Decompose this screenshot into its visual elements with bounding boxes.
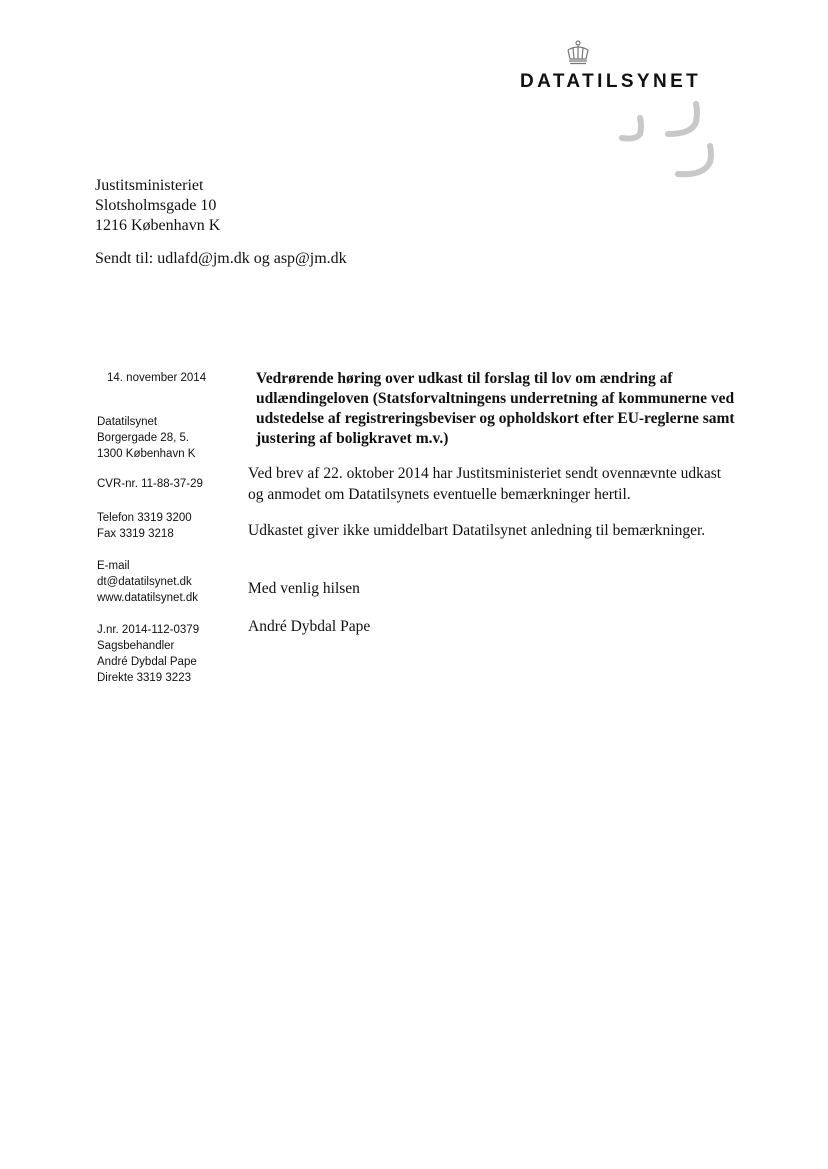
- sent-to-line: Sendt til: udlafd@jm.dk og asp@jm.dk: [95, 250, 347, 267]
- organization-logo: DATATILSYNET: [520, 71, 702, 92]
- contact-block: [97, 558, 198, 606]
- sender-address-line: Datatilsynet: [97, 416, 158, 428]
- case-block: [97, 622, 199, 686]
- letter-subject: [256, 369, 766, 449]
- sender-address: [97, 414, 195, 462]
- cvr-number: CVR-nr. 11-88-37-29: [97, 478, 203, 490]
- swoosh-mark: [612, 100, 727, 180]
- case-number: J.nr. 2014-112-0379: [97, 624, 200, 636]
- sender-address-line: 1300 København K: [97, 448, 196, 460]
- phone-line: Telefon 3319 3200: [97, 512, 192, 524]
- subject-line: udlændingeloven (Statsforvaltningens underretning af kommunerne ved: [256, 390, 735, 407]
- email-address: dt@datatilsynet.dk: [97, 576, 192, 588]
- email-label: E-mail: [97, 560, 130, 572]
- paragraph-line: Ved brev af 22. oktober 2014 har Justitsministeriet sendt ovennævnte udkast: [248, 465, 722, 482]
- closing-greeting: Med venlig hilsen: [248, 580, 360, 597]
- recipient-line: Justitsministeriet: [95, 177, 204, 194]
- sender-address-line: Borgergade 28, 5.: [97, 432, 190, 444]
- paragraph-line: og anmodet om Datatilsynets eventuelle bemærkninger hertil.: [248, 486, 631, 503]
- crown-icon: [564, 40, 592, 66]
- recipient-line: 1216 København K: [95, 217, 221, 234]
- signature-name: André Dybdal Pape: [248, 618, 371, 635]
- body-paragraph: [248, 463, 721, 505]
- direct-phone: Direkte 3319 3223: [97, 672, 191, 684]
- case-handler-label: Sagsbehandler: [97, 640, 175, 652]
- website-address: www.datatilsynet.dk: [97, 592, 198, 604]
- recipient-line: Slotsholmsgade 10: [95, 197, 217, 214]
- subject-line: justering af boligkravet m.v.): [256, 430, 449, 447]
- recipient-address: [95, 176, 220, 236]
- subject-line: udstedelse af registreringsbeviser og opholdskort efter EU-reglerne samt: [256, 410, 735, 427]
- letter-date: 14. november 2014: [107, 372, 207, 384]
- subject-line: Vedrørende høring over udkast til forslag til lov om ændring af: [256, 370, 673, 387]
- phone-block: [97, 510, 192, 542]
- fax-line: Fax 3319 3218: [97, 528, 174, 540]
- case-handler-name: André Dybdal Pape: [97, 656, 197, 668]
- body-paragraph: Udkastet giver ikke umiddelbart Datatilsynet anledning til bemærkninger.: [248, 522, 706, 539]
